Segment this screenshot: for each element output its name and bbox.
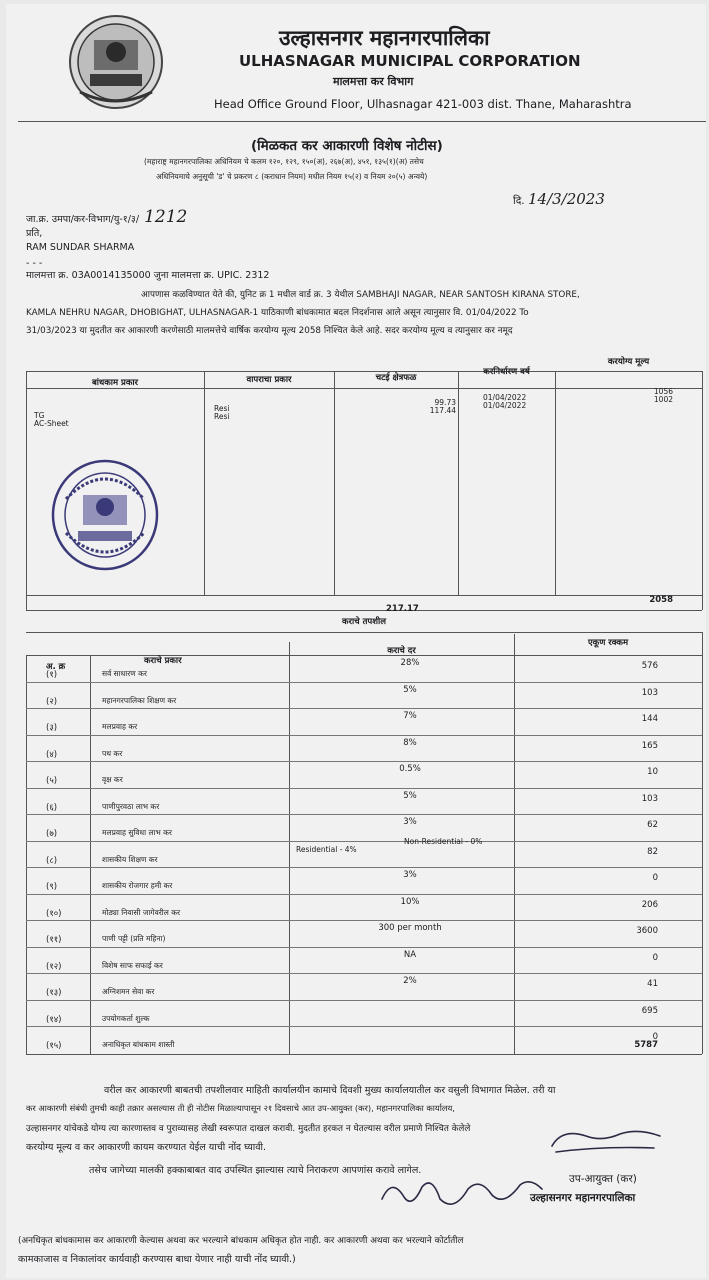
tax-row-amount: 206 (641, 899, 658, 910)
taxable-value-1: 1056 (653, 387, 673, 396)
corporation-name-marathi: उल्हासनगर महानगरपालिका (279, 26, 490, 50)
tax-row-amount: 0 (652, 952, 658, 963)
footer-note-2: कामकाजास व निकालांवर कार्यवाही करण्यास बाधा येणार नाही याची नोंद घ्यावी.) (18, 1254, 296, 1265)
header-divider (18, 121, 706, 122)
construction-type-2: AC-Sheet (34, 419, 69, 428)
tax-row-name: सर्व साधारण कर (102, 669, 147, 678)
owner-address-placeholder: - - - (26, 258, 43, 269)
footer-line-4: करयोग्य मूल्य व कर आकारणी कायम करण्यात येईल याची नोंद घ्यावी. (26, 1142, 266, 1153)
tax-row-name: महानगरपालिका शिक्षण कर (102, 695, 177, 705)
tax-row-serial: (१२) (46, 961, 62, 972)
property-number-line: मालमत्ता क्र. 03A0014135000 जुना मालमत्ता क्र. UPIC. 2312 (26, 270, 270, 281)
tax-row-amount: 0 (652, 873, 658, 883)
tax-row-name: पाणीपुरवठा लाभ कर (102, 801, 160, 811)
table-row (26, 1026, 702, 1027)
tax-row-name: मलप्रवाह सुविधा लाभ कर (102, 828, 172, 837)
tax-row-name: विशेष साफ सफाई कर (102, 960, 163, 970)
tax-row-serial: (४) (46, 749, 58, 760)
residential-rate: Residential - 4% (296, 845, 357, 854)
table-row (26, 867, 702, 868)
col-tax-type: कराचे प्रकार (144, 656, 182, 666)
notice-paragraph-3: 31/03/2023 या मुदतीत कर आकारणी करणेसाठी मालमत्तेचे वार्षिक करयोग्य मूल्य 2058 निश्चित केले आहे. सदर करयोग्य मूल्य व त्यानुसार कर नमूद (26, 326, 513, 336)
table-row (26, 761, 702, 762)
owner-name: RAM SUNDAR SHARMA (26, 242, 135, 253)
tax-row-serial: (३) (46, 723, 58, 733)
usage-type-2: Resi (214, 412, 230, 421)
footer-line-1: वरील कर आकारणी बाबतची तपशीलवार माहिती कार्यालयीन कामाचे दिवशी मुख्य कार्यालयातील कर वसुली विभागात मिळेल. तरी या (104, 1085, 556, 1096)
tax-row-rate: 7% (403, 711, 417, 721)
tax-row-amount: 576 (641, 661, 658, 671)
tax-row-name: शासकीय शिक्षण कर (102, 854, 158, 864)
tax-row-rate: 3% (403, 817, 417, 827)
tax-row-rate: NA (403, 949, 417, 960)
tax-row-serial: (१०) (46, 908, 62, 919)
tax-row-amount: 62 (647, 820, 658, 830)
col-total-amount: एकूण रक्कम (587, 638, 629, 648)
tax-row-amount: 103 (641, 687, 658, 698)
notice-subtitle-1: (महाराष्ट्र महानगरपालिका अधिनियम चे कलम १२०, १२९, १५०(अ), २६७(अ), ४५१, १३५(१)(अ) तसेच (144, 157, 424, 166)
tax-row-name: मलप्रवाह कर (102, 722, 138, 731)
officer-designation: उप-आयुक्त (कर) (569, 1173, 637, 1185)
total-carpet-area: 217.17 (386, 604, 419, 614)
tax-row-name: पाणी पट्टी (प्रति महिना) (102, 934, 166, 943)
col-usage-type: वापराचा प्रकार (246, 375, 292, 385)
corporation-name-english: ULHASNAGAR MUNICIPAL CORPORATION (239, 52, 581, 70)
tax-row-name: अग्निशमन सेवा कर (102, 987, 155, 996)
date-label: दि. (513, 195, 525, 207)
tax-row-serial: (९) (46, 882, 58, 892)
assessment-year-1: 01/04/2022 (483, 393, 527, 402)
tax-row-amount: 144 (641, 714, 658, 724)
reference-number (26, 207, 187, 227)
tax-row-name: उपयोगकर्ता शुल्क (102, 1013, 150, 1023)
tax-row-amount: 103 (641, 793, 658, 804)
taxable-value-2: 1002 (653, 395, 673, 404)
table-row (26, 682, 702, 683)
notice-paragraph-2: KAMLA NEHRU NAGAR, DHOBIGHAT, ULHASNAGAR-1 याठिकाणी बांधकामात बदल निदर्शनास आले असून त्यानुसार वि. 01/04/2022 To (26, 308, 529, 318)
col-tax-rate: कराचे दर (387, 646, 416, 656)
tax-row-serial: (५) (46, 776, 58, 786)
tax-row-amount: 165 (641, 740, 658, 751)
tax-row-amount: 41 (647, 979, 658, 989)
footer-note-1: (अनधिकृत बांधकामास कर आकारणी केल्यास अथवा कर भरल्याने बांधकाम अधिकृत होत नाही. कर आकारणी अथवा कर भरल्याने कोर्टातील (18, 1236, 464, 1246)
tax-row-name: अनाधिकृत बांधकाम शास्ती (102, 1040, 175, 1049)
table-row (26, 735, 702, 736)
tax-row-rate: 300 per month (378, 923, 442, 933)
tax-row-serial: (१४) (46, 1014, 62, 1025)
tax-row-rate: 5% (403, 684, 417, 695)
tax-table-caption: कराचे तपशील (342, 617, 386, 627)
office-address: Head Office Ground Floor, Ulhasnagar 421-003 dist. Thane, Maharashtra (214, 97, 632, 111)
usage-type-1: Resi (214, 404, 230, 413)
tax-row-rate: 5% (403, 790, 417, 801)
tax-row-rate: 3% (403, 870, 417, 880)
grand-total-amount: 5787 (634, 1040, 658, 1050)
initials-signature (542, 1122, 672, 1162)
corporation-logo (66, 12, 166, 112)
tax-row-rate: 10% (400, 896, 420, 907)
table-row (26, 708, 702, 709)
col-taxable-value: करयोग्य मूल्य (607, 357, 650, 367)
table-row (26, 1000, 702, 1001)
tax-row-amount: 10 (647, 767, 658, 777)
tax-row-rate: 0.5% (399, 764, 421, 774)
tax-row-name: शासकीय रोजगार हमी कर (102, 881, 173, 890)
table-row (26, 947, 702, 948)
tax-row-rate: 2% (403, 976, 417, 986)
carpet-area-2: 117.44 (429, 406, 456, 415)
table-row (26, 894, 702, 895)
notice-date (513, 190, 605, 208)
non-residential-rate: Non-Residential - 0% (404, 837, 483, 846)
notice-paragraph-1: आपणास कळविण्यात येते की, युनिट क्र 1 मधील वार्ड क्र. 3 येथील SAMBHAJI NAGAR, NEAR SANTOSH KIRANA STORE, (141, 290, 580, 300)
table-row (26, 814, 702, 815)
tax-row-serial: (१) (46, 670, 58, 680)
tax-row-name: वृक्ष कर (102, 775, 123, 784)
tax-row-serial: (१५) (46, 1041, 62, 1051)
officer-corporation: उल्हासनगर महानगरपालिका (530, 1192, 636, 1204)
table-row (26, 841, 702, 842)
tax-row-serial: (१३) (46, 988, 62, 998)
department-name: मालमत्ता कर विभाग (333, 75, 414, 88)
notice-subtitle-2: अधिनियमाचे अनुसूची 'ड' चे प्रकरण ८ (कराधान नियम) मधील नियम १५(२) व नियम २०(५) अन्वये) (156, 172, 428, 181)
table-row (26, 788, 702, 789)
reference-label: जा.क्र. उमपा/कर-विभाग/यु-१/३/ (26, 214, 140, 225)
assessment-year-2: 01/04/2022 (483, 401, 527, 410)
tax-row-serial: (११) (46, 935, 62, 945)
reference-handwritten: 1212 (144, 207, 188, 227)
footer-line-3: उल्हासनगर यांचेकडे योग्य त्या कारणास्तव व पुराव्यासह लेखी स्वरूपात दाखल करावी. मुदतीत हरकत न घेतल्यास वरील प्रमाणे निश्चित केलेले (26, 1124, 471, 1134)
col-construction-type: बांधकाम प्रकार (91, 378, 139, 388)
tax-row-name: पथ कर (102, 748, 123, 758)
tax-row-serial: (६) (46, 802, 58, 813)
construction-type-1: TG (34, 411, 45, 420)
addressee-prefix: प्रति, (26, 228, 43, 239)
table-row (26, 973, 702, 974)
col-assessment-year: करनिर्धारण वर्ष (483, 367, 530, 377)
tax-row-serial: (८) (46, 855, 58, 866)
tax-row-name: मोठ्या निवासी जागेवरील कर (102, 907, 181, 917)
date-handwritten: 14/3/2023 (527, 190, 605, 208)
footer-line-5: तसेच जागेच्या मालकी हक्काबाबत वाद उपस्थित झाल्यास त्याचे निराकरण आपणांस करावे लागेल. (89, 1165, 422, 1176)
total-taxable-value: 2058 (649, 595, 673, 605)
notice-title: (मिळकत कर आकारणी विशेष नोटीस) (251, 138, 443, 154)
carpet-area-1: 99.73 (434, 398, 456, 407)
notice-page (6, 4, 706, 1278)
official-stamp (50, 459, 160, 571)
tax-row-amount: 0 (652, 1032, 658, 1042)
tax-row-serial: (७) (46, 829, 58, 839)
tax-row-rate: 8% (403, 737, 417, 748)
tax-row-rate: 28% (400, 658, 420, 668)
col-serial: अ. क्र (46, 662, 66, 672)
col-carpet-area: चटई क्षेत्रफळ (375, 373, 417, 383)
tax-row-amount: 695 (641, 1005, 658, 1016)
officer-signature (374, 1169, 549, 1219)
tax-row-amount: 82 (647, 846, 658, 857)
tax-row-serial: (२) (46, 696, 58, 707)
table-row (26, 920, 702, 921)
tax-row-amount: 3600 (636, 926, 658, 936)
footer-line-2: कर आकारणी संबंधी तुमची काही तक्रार असल्यास ती ही नोटीस मिळाल्यापासून २१ दिवसाचे आत उप-आयुक्त (कर), महानगरपालिका कार्यालय, (26, 1103, 455, 1113)
